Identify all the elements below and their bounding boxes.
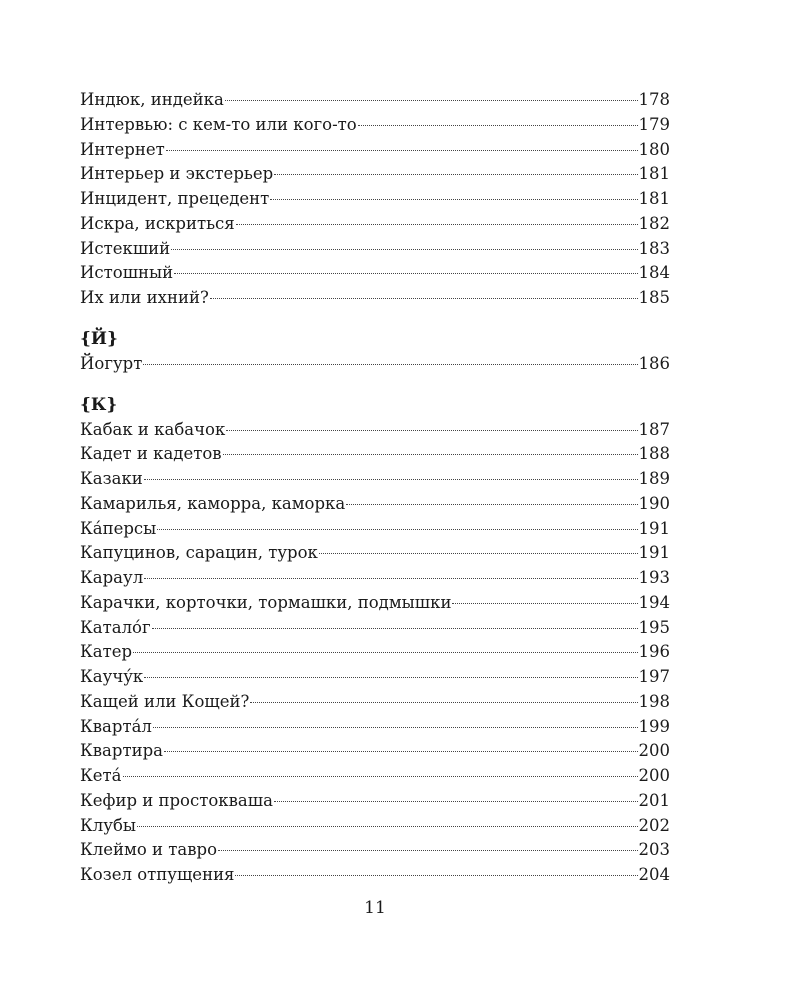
toc-entry-page: 195 [638, 617, 670, 637]
toc-entry-title: Интерьер и экстерьер [80, 164, 274, 184]
dot-leader [153, 727, 638, 728]
toc-entry [80, 814, 670, 839]
toc-entry [80, 492, 670, 517]
toc-entry [80, 138, 670, 163]
toc-entry [80, 467, 670, 492]
toc-section [80, 393, 670, 888]
toc-entry [80, 517, 670, 542]
toc-entry [80, 88, 670, 113]
dot-leader [144, 578, 637, 579]
toc-entry-page: 178 [638, 90, 670, 109]
toc-entry-title: Их или ихний? [80, 288, 209, 307]
dot-leader [143, 364, 637, 365]
toc-entry [80, 715, 670, 740]
toc-section [80, 327, 670, 377]
toc-entry-title: Капуцинов, сарацин, турок [80, 543, 318, 563]
dot-leader [226, 430, 637, 431]
dot-leader [137, 826, 637, 827]
toc-entry-page: 181 [638, 164, 670, 184]
toc-entry [80, 442, 670, 467]
toc-entry-title: Караул [80, 568, 144, 587]
toc-entry [80, 739, 670, 764]
toc-entry-title: Катер [80, 642, 133, 662]
toc-entry [80, 352, 670, 377]
toc-entry [80, 591, 670, 616]
toc-entry-page: 185 [638, 288, 670, 307]
toc-entry-page: 186 [638, 353, 670, 373]
section-heading: {Й} [80, 328, 118, 349]
toc-entry-page: 187 [638, 419, 670, 439]
toc-entry [80, 566, 670, 591]
dot-leader [164, 751, 638, 752]
toc-entry-title: Карачки, корточки, тормашки, подмышки [80, 592, 452, 612]
toc-entry-page: 183 [638, 238, 670, 258]
toc-entry [80, 616, 670, 641]
toc-entry-title: Кадет и кадетов [80, 444, 222, 464]
toc-entry-page: 200 [638, 741, 670, 761]
toc-entry [80, 789, 670, 814]
toc-entry-title: Йогурт [80, 353, 143, 373]
toc-entry-title: Каучу́к [80, 667, 144, 686]
toc-entry-title: Истошный [80, 263, 174, 283]
toc-entry-title: Индюк, индейка [80, 90, 224, 109]
dot-leader [236, 224, 638, 225]
toc-entry-page: 184 [638, 263, 670, 283]
toc-entry-page: 189 [638, 469, 670, 488]
toc-entry-title: Кварта́л [80, 716, 152, 736]
table-of-contents [80, 88, 670, 888]
toc-entry [80, 418, 670, 443]
toc-entry [80, 187, 670, 212]
toc-entry-title: Кабак и кабачок [80, 419, 226, 439]
toc-entry-title: Искра, искриться [80, 213, 235, 233]
dot-leader [210, 298, 638, 299]
toc-entry-page: 193 [638, 568, 670, 587]
dot-leader [144, 479, 638, 480]
dot-leader [225, 100, 638, 101]
dot-leader [218, 850, 637, 851]
toc-entry-title: Интернет [80, 139, 165, 159]
dot-leader [152, 628, 638, 629]
toc-entry-page: 194 [638, 592, 670, 612]
toc-entry-page: 201 [638, 790, 670, 810]
toc-entry-page: 198 [638, 691, 670, 711]
dot-leader [235, 875, 637, 876]
toc-entry [80, 237, 670, 262]
toc-entry-title: Кефир и простокваша [80, 790, 273, 810]
toc-entry-title: Квартира [80, 741, 163, 761]
dot-leader [250, 702, 637, 703]
toc-entry-page: 204 [638, 865, 670, 884]
dot-leader [144, 677, 637, 678]
toc-entry-title: Клеймо и тавро [80, 840, 218, 860]
toc-entry-title: Казаки [80, 469, 143, 488]
toc-entry [80, 286, 670, 311]
dot-leader [452, 603, 637, 604]
toc-entry-title: Камарилья, каморра, каморка [80, 493, 346, 513]
toc-entry [80, 665, 670, 690]
toc-entry [80, 838, 670, 863]
toc-entry-page: 191 [638, 518, 670, 538]
dot-leader [133, 652, 637, 653]
page-number: 11 [364, 898, 386, 918]
toc-entry [80, 261, 670, 286]
toc-entry-page: 200 [638, 766, 670, 785]
toc-entry-title: Кета́ [80, 766, 122, 785]
toc-entry-title: Кащей или Кощей? [80, 691, 250, 711]
toc-section [80, 88, 670, 311]
dot-leader [171, 249, 637, 250]
toc-entry-title: Интервью: с кем-то или кого-то [80, 114, 357, 134]
toc-entry [80, 764, 670, 789]
toc-entry-page: 199 [638, 716, 670, 736]
toc-entry-title: Ка́персы [80, 518, 157, 538]
toc-entry [80, 863, 670, 888]
toc-entry-page: 188 [638, 444, 670, 464]
dot-leader [157, 529, 637, 530]
toc-entry-page: 182 [638, 213, 670, 233]
toc-entry-title: Истекший [80, 238, 171, 258]
toc-entry-page: 181 [638, 189, 670, 208]
toc-entry-page: 196 [638, 642, 670, 662]
dot-leader [346, 504, 637, 505]
toc-entry-page: 191 [638, 543, 670, 563]
toc-entry [80, 541, 670, 566]
toc-entry-page: 190 [638, 493, 670, 513]
toc-entry-title: Инцидент, прецедент [80, 189, 270, 208]
dot-leader [270, 199, 637, 200]
toc-entry-title: Козел отпущения [80, 865, 235, 884]
dot-leader [223, 454, 638, 455]
toc-entry-page: 197 [638, 667, 670, 686]
toc-entry-page: 179 [638, 114, 670, 134]
toc-entry-page: 202 [638, 815, 670, 835]
toc-entry [80, 162, 670, 187]
toc-entry-page: 203 [638, 840, 670, 860]
dot-leader [274, 801, 638, 802]
toc-entry [80, 212, 670, 237]
dot-leader [174, 273, 637, 274]
dot-leader [274, 174, 637, 175]
dot-leader [166, 150, 638, 151]
toc-entry [80, 113, 670, 138]
section-heading: {К} [80, 394, 118, 415]
dot-leader [123, 776, 638, 777]
toc-entry [80, 690, 670, 715]
toc-entry-page: 180 [638, 139, 670, 159]
toc-entry-title: Клубы [80, 815, 137, 835]
toc-entry [80, 640, 670, 665]
toc-entry-title: Катало́г [80, 617, 151, 637]
dot-leader [319, 553, 638, 554]
dot-leader [358, 125, 638, 126]
